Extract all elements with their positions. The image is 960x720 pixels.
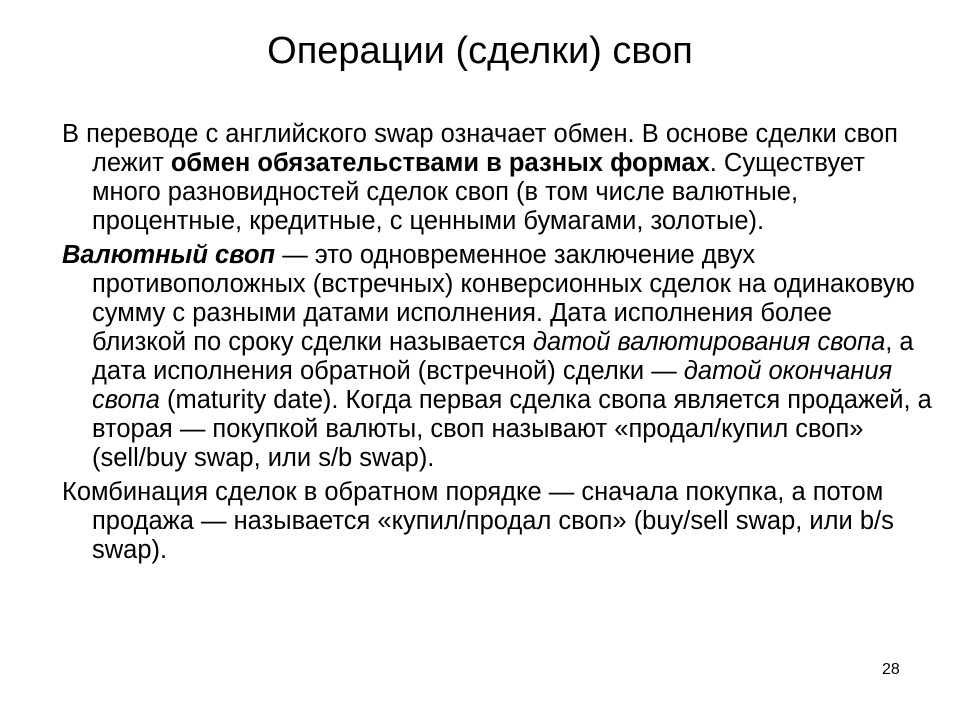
term-value-date: датой валютирования свопа (532, 328, 886, 356)
text-run: , а дата исполнения обратной (встречной) сделки — (92, 328, 914, 385)
text-run: — это одновременное заключение двух противоположных (встречных) конверсионных сделок на одинаковую сумму с разными датами исполнения. Дата исполнения более близкой по сроку сделки называется (92, 241, 915, 356)
text-run: (maturity date). Когда первая сделка свопа является продажей, а вторая — покупкой валюты, своп называют «продал/купил своп» (sell/buy swap, или s/b swap). (92, 386, 932, 472)
text-run: . Существует много разновидностей сделок своп (в том числе валютные, процентные, кредитные, с ценными бумагами, золотые). (92, 149, 865, 235)
text-run: В переводе с английского swap означает обмен. В основе сделки своп лежит (62, 120, 898, 177)
page-number: 28 (882, 661, 900, 678)
paragraph-buy-sell-swap (62, 478, 932, 565)
term-maturity-date: датой окончания свопа (92, 357, 893, 414)
paragraph-swap-definition (62, 120, 932, 236)
emphasis-text: обмен обязательствами в разных формах (170, 149, 710, 177)
term-currency-swap: Валютный своп (62, 241, 276, 269)
text-run: Комбинация сделок в обратном порядке — сначала покупка, а потом продажа — называется «купил/продал своп» (buy/sell swap, или b/s swap). (62, 478, 894, 564)
slide-title: Операции (сделки) своп (267, 30, 693, 72)
slide-body (62, 120, 932, 570)
paragraph-currency-swap (62, 241, 932, 473)
